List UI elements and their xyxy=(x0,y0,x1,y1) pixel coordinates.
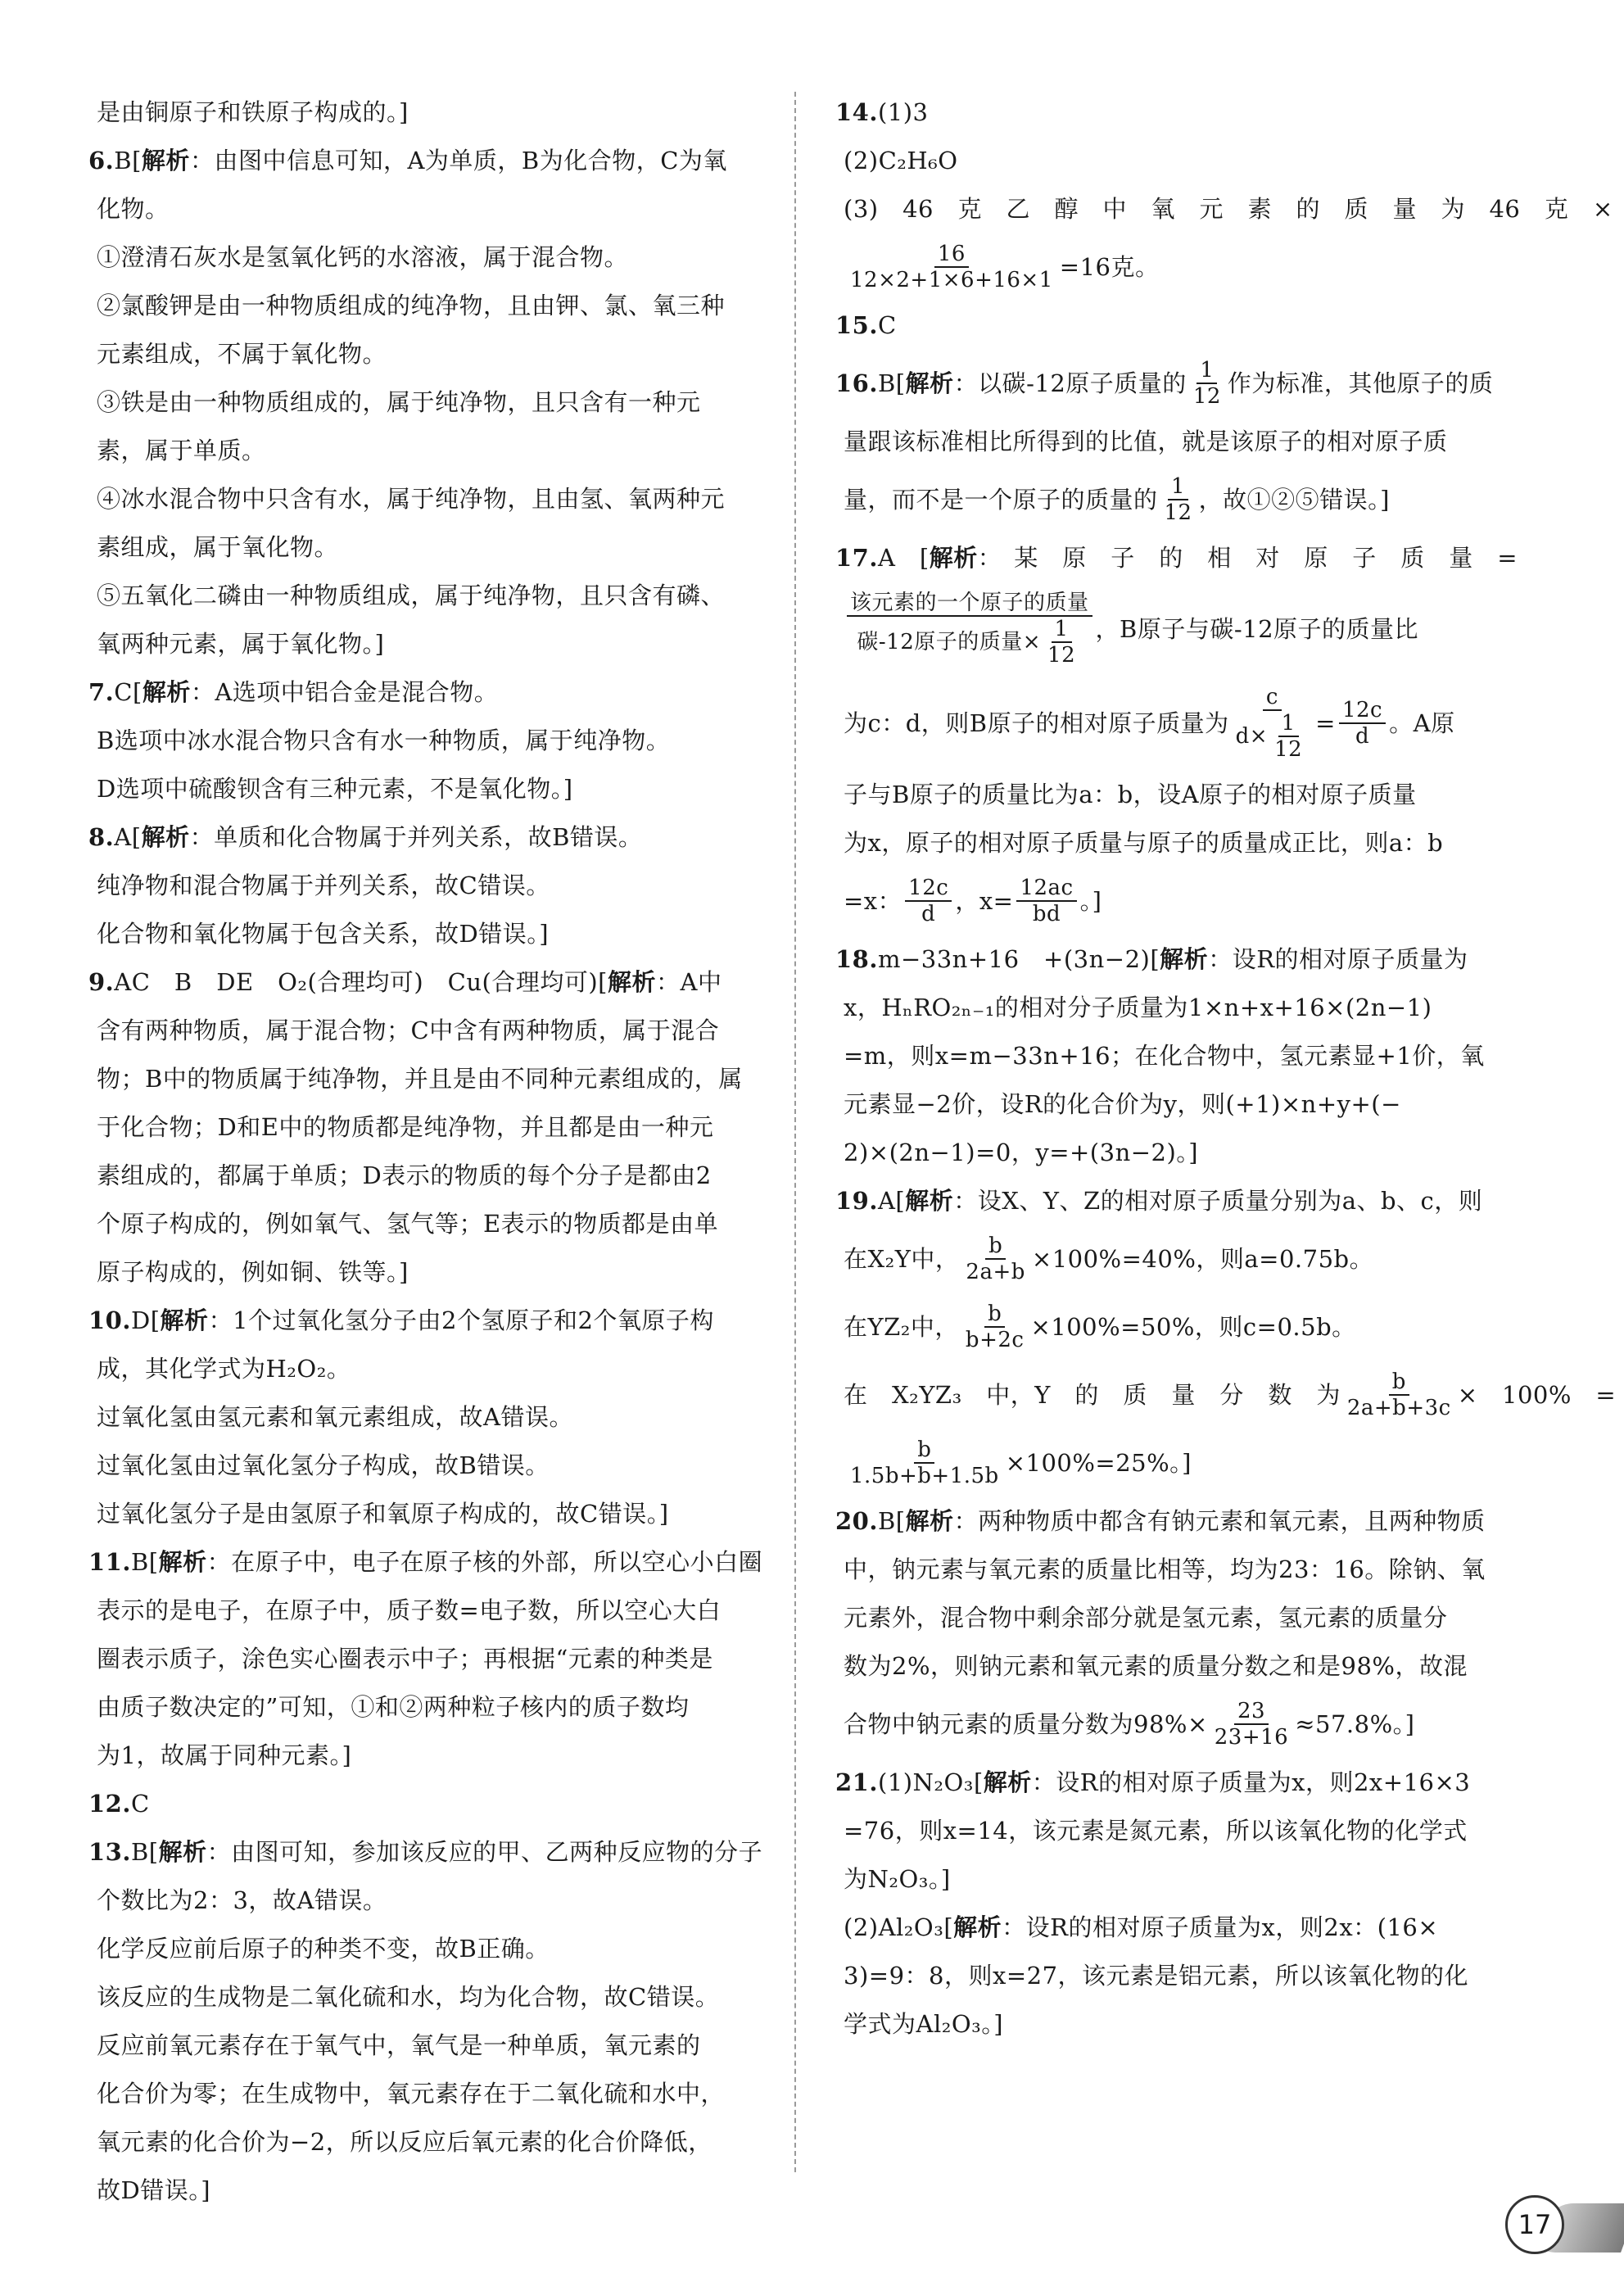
left-column xyxy=(88,97,768,2223)
answer-9: 9.AC B DE O₂(合理均可) Cu(合理均可)[解析：A中 xyxy=(88,968,722,996)
answer-7: 7.C[解析：A选项中铝合金是混合物。 xyxy=(88,678,499,706)
page-number: 17 xyxy=(1505,2195,1564,2254)
answer-17: 17.A [解析： 某 原 子 的 相 对 原 子 质 量 = xyxy=(835,544,1518,572)
text-line: 是由铜原子和铁原子构成的。] xyxy=(97,98,409,126)
answer-14 xyxy=(835,97,1527,128)
text-line: 为1，故属于同种元素。] xyxy=(97,1741,352,1769)
text-line: 元素外，混合物中剩余部分就是氢元素，氢元素的质量分 xyxy=(844,1604,1448,1632)
formula-line: $\frac{b}{1.5b+b+1.5b}$ ×100%=25%。] xyxy=(835,1438,1527,1488)
question-number: 14. xyxy=(835,98,878,126)
fraction: 该元素的一个原子的质量 碳-12原子的质量× $\frac{1}{12}$ xyxy=(847,591,1092,668)
text-line: 元素显−2价，设R的化合价为y，则(+1)×n+y+(− xyxy=(844,1090,1401,1118)
question-number: 15. xyxy=(835,311,878,339)
answer-choice: A xyxy=(114,823,132,851)
formula-line: 在X₂Y中， $\frac{b}{2a+b}$ ×100%=40%，则a=0.75b。 xyxy=(844,1234,1374,1284)
text-line: 化物。 xyxy=(97,195,170,223)
text-line: 学式为Al₂O₃。] xyxy=(844,2010,1004,2038)
analysis-label: 解析 xyxy=(160,1306,209,1334)
analysis-label: 解析 xyxy=(905,369,954,397)
text-line: 氧两种元素，属于氧化物。] xyxy=(97,630,385,658)
analysis-label: 解析 xyxy=(608,968,657,996)
question-number: 20. xyxy=(835,1507,878,1535)
analysis-label: 解析 xyxy=(953,1913,1002,1941)
analysis-text: ：1个过氧化氢分子由2个氢原子和2个氧原子构 xyxy=(208,1306,714,1334)
question-number: 12. xyxy=(88,1790,131,1818)
text-line: 化合物和氧化物属于包含关系，故D错误。] xyxy=(97,920,550,948)
fraction: c d× $\frac{1}{12}$ xyxy=(1233,685,1313,762)
formula-line: =x： $\frac{12c}{d}$ ，x= $\frac{12ac}{bd}$ 。] xyxy=(844,876,1102,926)
text-line: =m，则x=m−33n+16；在化合物中，氢元素显+1价，氧 xyxy=(844,1042,1485,1070)
fraction: $\frac{b}{1.5b+b+1.5b}$ xyxy=(850,1438,999,1488)
text-line: B选项中冰水混合物只含有水一种物质，属于纯净物。 xyxy=(97,727,671,754)
question-number: 21. xyxy=(835,1768,878,1796)
analysis-label: 解析 xyxy=(929,544,978,572)
answer-8: 8.A[解析：单质和化合物属于并列关系，故B错误。 xyxy=(88,823,643,851)
answer-choice: A xyxy=(877,1187,896,1215)
text-line: 原子构成的，例如铜、铁等。] xyxy=(97,1258,409,1286)
text-line: 元素组成，不属于氧化物。 xyxy=(97,340,387,368)
text-line: 于化合物；D和E中的物质都是纯净物，并且都是由一种元 xyxy=(97,1113,714,1141)
question-number: 16. xyxy=(835,369,878,397)
text-line: 数为2%，则钠元素和氧元素的质量分数之和是98%，故混 xyxy=(844,1652,1468,1680)
answer-choice: C xyxy=(114,678,133,706)
answer-12 xyxy=(88,1788,768,1819)
answer-6: 6.B[解析：由图中信息可知，A为单质，B为化合物，C为氧 xyxy=(88,147,727,174)
text-line: (2)C₂H₆O xyxy=(844,147,958,174)
text-line: 为x，原子的相对原子质量与原子的质量成正比，则a：b xyxy=(844,829,1444,857)
formula-line: $\frac{16}{12\times 2+1\times 6+16\times 1}$ =16克。 xyxy=(835,242,1527,292)
text-line: 中，钠元素与氧元素的质量比相等，均为23：16。除钠、氧 xyxy=(844,1555,1486,1583)
text-line: 3)=9：8，则x=27，该元素是铝元素，所以该氧化物的化 xyxy=(844,1962,1469,1990)
fraction: $\frac{b}{2a+b+3c}$ xyxy=(1346,1370,1451,1420)
text-line: 过氧化氢由过氧化氢分子构成，故B错误。 xyxy=(97,1451,550,1479)
text-line: 量，而不是一个原子的质量的 $\frac{1}{12}$ ，故①②⑤错误。] xyxy=(844,474,1390,525)
text-line: 表示的是电子，在原子中，质子数=电子数，所以空心大白 xyxy=(97,1596,722,1624)
analysis-text: ：单质和化合物属于并列关系，故B错误。 xyxy=(189,823,643,851)
analysis-label: 解析 xyxy=(158,1548,207,1576)
formula-line: 在YZ₂中， $\frac{b}{b+2c}$ ×100%=50%，则c=0.5b。 xyxy=(844,1302,1356,1352)
fraction: $\frac{1}{12}$ xyxy=(1047,617,1076,668)
text-line: 子与B原子的质量比为a：b，设A原子的相对原子质量 xyxy=(844,781,1417,808)
answer-choice: B xyxy=(877,369,896,397)
text-line: 过氧化氢分子是由氢原子和氧原子构成的，故C错误。] xyxy=(97,1500,669,1528)
fraction: $\frac{12c}{d}$ xyxy=(1339,698,1386,749)
answer-choice: B xyxy=(130,1548,149,1576)
text-line: 素组成的，都属于单质；D表示的物质的每个分子是都由2 xyxy=(97,1161,712,1189)
text-line: ⑤五氧化二磷由一种物质组成，属于纯净物，且只含有磷、 xyxy=(97,582,726,609)
text-line: 氧元素的化合价为−2，所以反应后氧元素的化合价降低， xyxy=(97,2128,712,2156)
answer-part: (1)3 xyxy=(877,98,929,126)
question-number: 19. xyxy=(835,1187,878,1215)
answer-18: 18.m−33n+16 +(3n−2)[解析：设R的相对原子质量为 xyxy=(835,945,1468,973)
text-line: 故D错误。] xyxy=(97,2176,211,2204)
analysis-text: ：A中 xyxy=(656,968,722,996)
text-line: ④冰水混合物中只含有水，属于纯净物，且由氢、氧两种元 xyxy=(97,485,726,513)
analysis-text: ：由图中信息可知，A为单质，B为化合物，C为氧 xyxy=(189,147,727,174)
answer-choice: B xyxy=(877,1507,896,1535)
text-line: (3) 46 克 乙 醇 中 氧 元 素 的 质 量 为 46 克 × xyxy=(844,195,1613,223)
analysis-text: ：由图可知，参加该反应的甲、乙两种反应物的分子 xyxy=(206,1838,763,1866)
formula-line: 在 X₂YZ₃ 中，Y 的 质 量 分 数 为 $\frac{b}{2a+b+3c}$ × 100% = xyxy=(844,1370,1617,1420)
text-line: 成，其化学式为H₂O₂。 xyxy=(97,1355,351,1383)
text-line: x，HₙRO₂ₙ₋₁的相对分子质量为1×n+x+16×(2n−1) xyxy=(844,994,1432,1021)
fraction: $\frac{1}{12}$ xyxy=(1192,358,1221,409)
answer-choice: B xyxy=(114,147,133,174)
answer-11: 11.B[解析：在原子中，电子在原子核的外部，所以空心小白圈 xyxy=(88,1548,763,1576)
text-line: 化合价为零；在生成物中，氧元素存在于二氧化硫和水中， xyxy=(97,2080,726,2108)
text-line: 圈表示质子，涂色实心圈表示中子；再根据“元素的种类是 xyxy=(97,1645,713,1673)
right-column xyxy=(835,97,1617,2057)
text-line: ③铁是由一种物质组成的，属于纯净物，且只含有一种元 xyxy=(97,388,701,416)
question-number: 17. xyxy=(835,544,878,572)
analysis-text: ：A选项中铝合金是混合物。 xyxy=(190,678,499,706)
answer-13: 13.B[解析：由图可知，参加该反应的甲、乙两种反应物的分子 xyxy=(88,1838,763,1866)
answer-21-part-2: (2)Al₂O₃[解析：设R的相对原子质量为x，则2x：(16× xyxy=(844,1913,1439,1941)
analysis-label: 解析 xyxy=(905,1507,954,1535)
fraction: $\frac{23}{23+16}$ xyxy=(1214,1699,1289,1750)
formula-line: 合物中钠元素的质量分数为98%× $\frac{23}{23+16}$ ≈57.8%。] xyxy=(844,1699,1415,1750)
text-line: 素组成，属于氧化物。 xyxy=(97,533,339,561)
question-number: 11. xyxy=(88,1548,131,1576)
text-line: =76，则x=14，该元素是氮元素，所以该氧化物的化学式 xyxy=(844,1817,1468,1845)
answer-21: 21.(1)N₂O₃[解析：设R的相对原子质量为x，则2x+16×3 xyxy=(835,1768,1471,1796)
text-line: ②氯酸钾是由一种物质组成的纯净物，且由钾、氯、氧三种 xyxy=(97,292,726,319)
question-number: 10. xyxy=(88,1306,131,1334)
analysis-label: 解析 xyxy=(158,1838,207,1866)
question-number: 8. xyxy=(88,823,115,851)
fraction: $\frac{b}{b+2c}$ xyxy=(965,1302,1025,1352)
text-line: 素，属于单质。 xyxy=(97,437,266,464)
fraction: $\frac{1}{12}$ xyxy=(1274,711,1303,762)
text-line: 化学反应前后原子的种类不变，故B正确。 xyxy=(97,1935,550,1963)
text-line: 量跟该标准相比所得到的比值，就是该原子的相对原子质 xyxy=(844,428,1448,455)
question-number: 7. xyxy=(88,678,115,706)
question-number: 6. xyxy=(88,147,115,174)
fraction: $\frac{12c}{d}$ xyxy=(905,876,952,926)
text-line: 该反应的生成物是二氧化硫和水，均为化合物，故C错误。 xyxy=(97,1983,720,2011)
question-number: 13. xyxy=(88,1838,131,1866)
analysis-label: 解析 xyxy=(905,1187,954,1215)
text-line: 反应前氧元素存在于氧气中，氧气是一种单质，氧元素的 xyxy=(97,2031,701,2059)
answer-choice: C xyxy=(877,311,897,339)
analysis-label: 解析 xyxy=(983,1768,1032,1796)
analysis-label: 解析 xyxy=(141,147,190,174)
answer-10: 10.D[解析：1个过氧化氢分子由2个氢原子和2个氧原子构 xyxy=(88,1306,714,1334)
text-line: 纯净物和混合物属于并列关系，故C错误。 xyxy=(97,872,550,899)
analysis-label: 解析 xyxy=(141,823,190,851)
answer-choice: A xyxy=(877,544,896,572)
answer-16: 16. B [ 解析 ：以碳-12原子质量的 $\frac{1}{12}$ 作为标准，其他原子的质 xyxy=(835,358,1494,409)
answer-19: 19.A[解析：设X、Y、Z的相对原子质量分别为a、b、c，则 xyxy=(835,1187,1483,1215)
fraction: $\frac{12ac}{bd}$ xyxy=(1016,876,1076,926)
question-number: 18. xyxy=(835,945,878,973)
column-divider xyxy=(794,92,796,2172)
text-line: 2)×(2n−1)=0，y=+(3n−2)。] xyxy=(844,1139,1199,1166)
answer-15 xyxy=(835,310,1527,341)
fraction: $\frac{b}{2a+b}$ xyxy=(966,1234,1025,1284)
text-line: 过氧化氢由氢元素和氧元素组成，故A错误。 xyxy=(97,1403,573,1431)
analysis-label: 解析 xyxy=(1160,945,1209,973)
text-line: 为N₂O₃。] xyxy=(844,1865,951,1893)
answer-part: (1)N₂O₃ xyxy=(877,1768,974,1796)
answer-choice: m−33n+16 +(3n−2) xyxy=(877,945,1151,973)
text-line: 个原子构成的，例如氧气、氢气等；E表示的物质都是由单 xyxy=(97,1210,719,1238)
text-line: 物；B中的物质属于纯净物，并且是由不同种元素组成的，属 xyxy=(97,1065,743,1093)
fraction: $\frac{16}{12\times 2+1\times 6+16\times 1}$ xyxy=(850,242,1053,292)
formula-line: 为c：d，则B原子的相对原子质量为 c d× $\frac{1}{12}$ = $\frac{12c}{d}$ 。A原 xyxy=(844,685,1455,762)
question-number: 9. xyxy=(88,968,115,996)
formula-line: 该元素的一个原子的质量 碳-12原子的质量× $\frac{1}{12}$ ，B原子与碳-12原子的质量比 xyxy=(835,591,1527,668)
fraction: $\frac{1}{12}$ xyxy=(1164,474,1192,525)
text-line: D选项中硫酸钡含有三种元素，不是氧化物。] xyxy=(97,775,573,803)
text-line: 含有两种物质，属于混合物；C中含有两种物质，属于混合 xyxy=(97,1016,720,1044)
text-line: ①澄清石灰水是氢氧化钙的水溶液，属于混合物。 xyxy=(97,243,629,271)
answer-choice: B xyxy=(130,1838,149,1866)
answer-choice: AC B DE O₂(合理均可) Cu(合理均可) xyxy=(114,968,599,996)
answer-20: 20.B[解析：两种物质中都含有钠元素和氧元素，且两种物质 xyxy=(835,1507,1486,1535)
answer-choice: D xyxy=(130,1306,151,1334)
analysis-text: ：在原子中，电子在原子核的外部，所以空心小白圈 xyxy=(206,1548,763,1576)
text-line: 个数比为2：3，故A错误。 xyxy=(97,1886,387,1914)
text-line: 由质子数决定的”可知，①和②两种粒子核内的质子数均 xyxy=(97,1693,690,1721)
analysis-label: 解析 xyxy=(142,678,191,706)
answer-choice: C xyxy=(130,1790,150,1818)
